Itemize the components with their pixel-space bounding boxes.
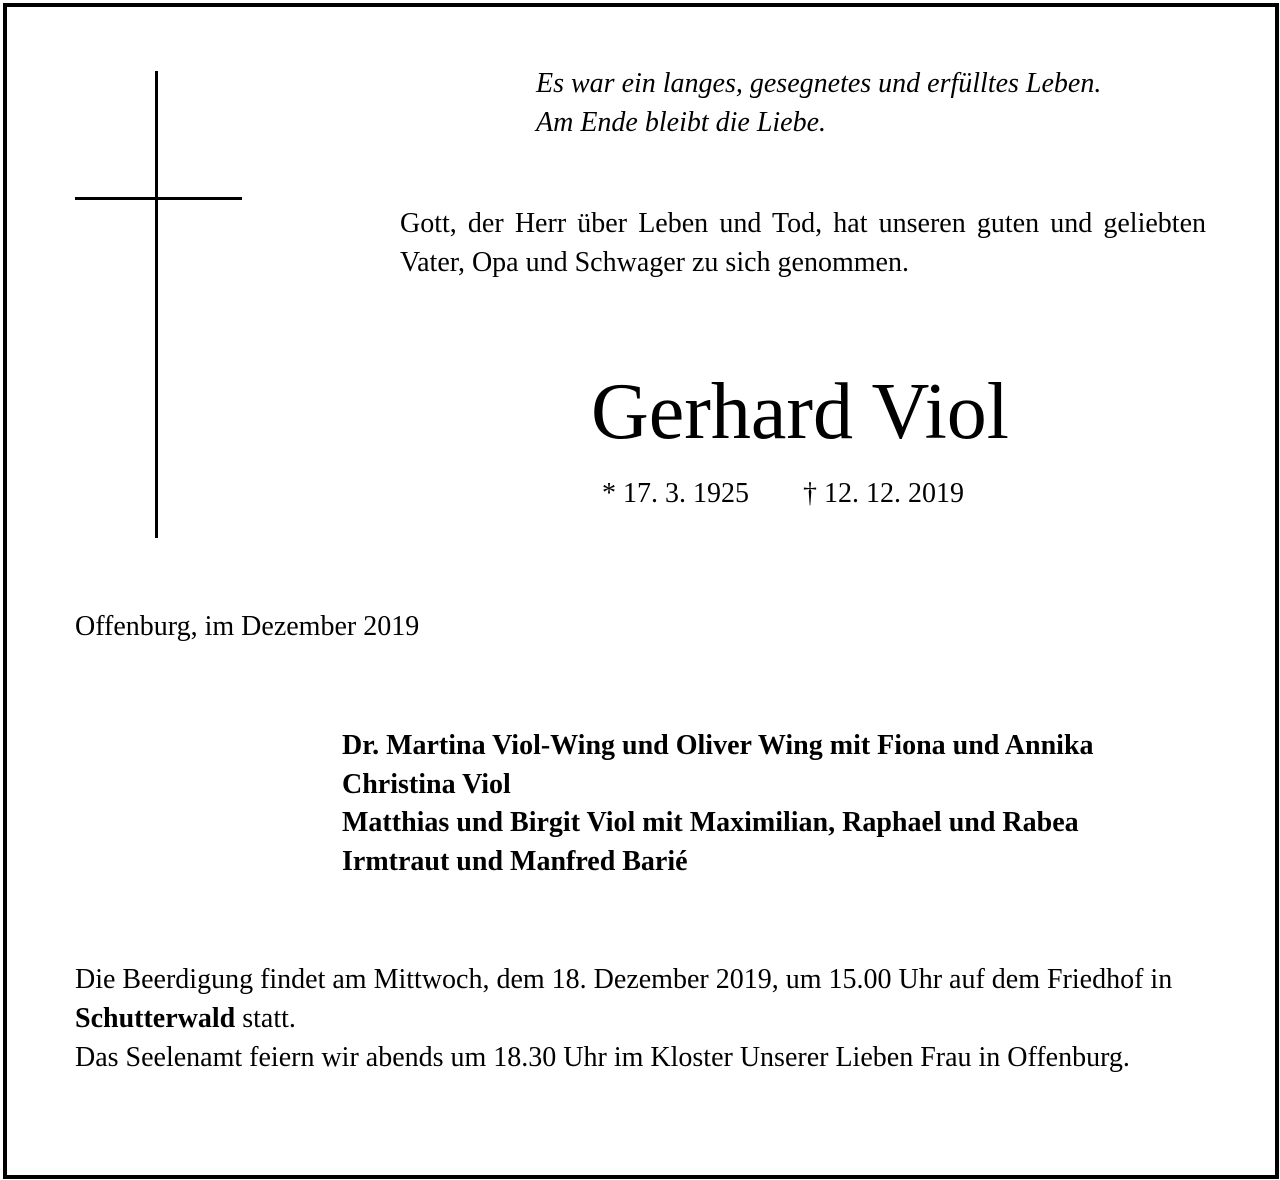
mourners-list [342,727,1094,881]
life-dates [602,476,964,512]
funeral-location: Schutterwald [75,1003,236,1034]
funeral-text-before: Die Beerdigung findet am Mittwoch, dem 18. Dezember 2019, um 15.00 Uhr auf dem Friedhof in [75,964,1173,995]
death-date: † 12. 12. 2019 [803,478,964,509]
funeral-announcement [75,960,1207,1038]
cross-icon-horizontal-bar [75,197,242,200]
funeral-info [75,960,1207,1077]
requiem-announcement: Das Seelenamt feiern wir abends um 18.30 Uhr im Kloster Unserer Lieben Frau in Offenburg. [75,1042,1130,1073]
motto [536,64,1101,142]
funeral-text-after: statt. [235,1003,296,1034]
motto-line-2: Am Ende bleibt die Liebe. [536,107,827,138]
mourner-line: Christina Viol [342,768,511,800]
deceased-name: Gerhard Viol [590,368,1010,456]
birth-date: * 17. 3. 1925 [602,478,749,509]
mourner-line: Matthias und Birgit Viol mit Maximilian, Raphael und Rabea [342,807,1079,838]
mourner-line: Irmtraut und Manfred Barié [342,845,688,877]
intro-text: Gott, der Herr über Leben und Tod, hat unseren guten und geliebten Vater, Opa und Schwager zu sich genommen. [400,208,1206,278]
mourner-line: Dr. Martina Viol-Wing und Oliver Wing mit Fiona und Annika [342,730,1094,761]
motto-line-1: Es war ein langes, gesegnetes und erfülltes Leben. [536,68,1102,99]
cross-icon-vertical-bar [155,71,158,538]
place-and-date: Offenburg, im Dezember 2019 [75,611,420,642]
